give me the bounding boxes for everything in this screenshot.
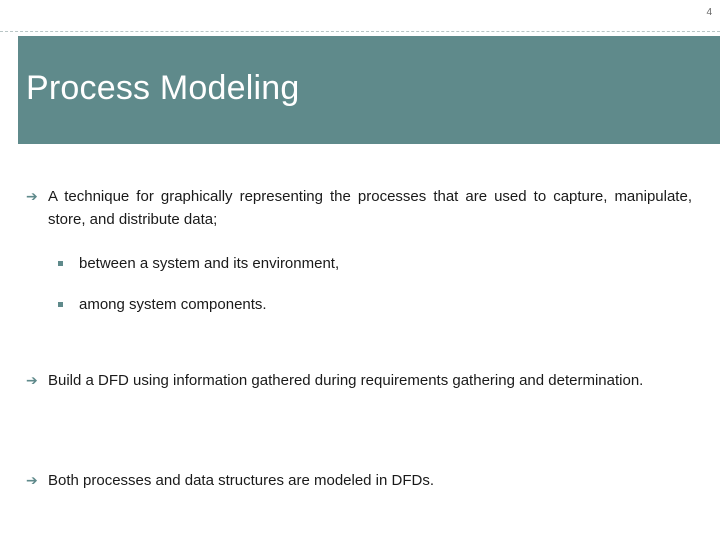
page-number: 4 <box>706 7 712 18</box>
title-bar <box>18 36 720 144</box>
slide-title: Process Modeling <box>26 69 300 107</box>
arrow-right-icon: ➔ <box>26 188 38 204</box>
bullet-item <box>26 185 692 231</box>
bullet-text: A technique for graphically representing the processes that are used to capture, manipulate, store, and distribute data; <box>48 188 692 228</box>
bullet-text: Both processes and data structures are modeled in DFDs. <box>48 472 435 489</box>
arrow-right-icon: ➔ <box>26 472 38 488</box>
sub-bullet-text: between a system and its environment, <box>79 255 340 272</box>
arrow-right-icon: ➔ <box>26 372 38 388</box>
sub-bullet-item <box>58 252 658 275</box>
square-bullet-icon <box>58 261 63 266</box>
sub-bullet-item <box>58 293 658 316</box>
square-bullet-icon <box>58 302 63 307</box>
sub-bullet-text: among system components. <box>79 296 267 313</box>
bullet-item <box>26 469 692 492</box>
bullet-item <box>26 369 692 392</box>
bullet-text: Build a DFD using information gathered during requirements gathering and determination. <box>48 372 644 389</box>
top-divider <box>0 31 720 32</box>
